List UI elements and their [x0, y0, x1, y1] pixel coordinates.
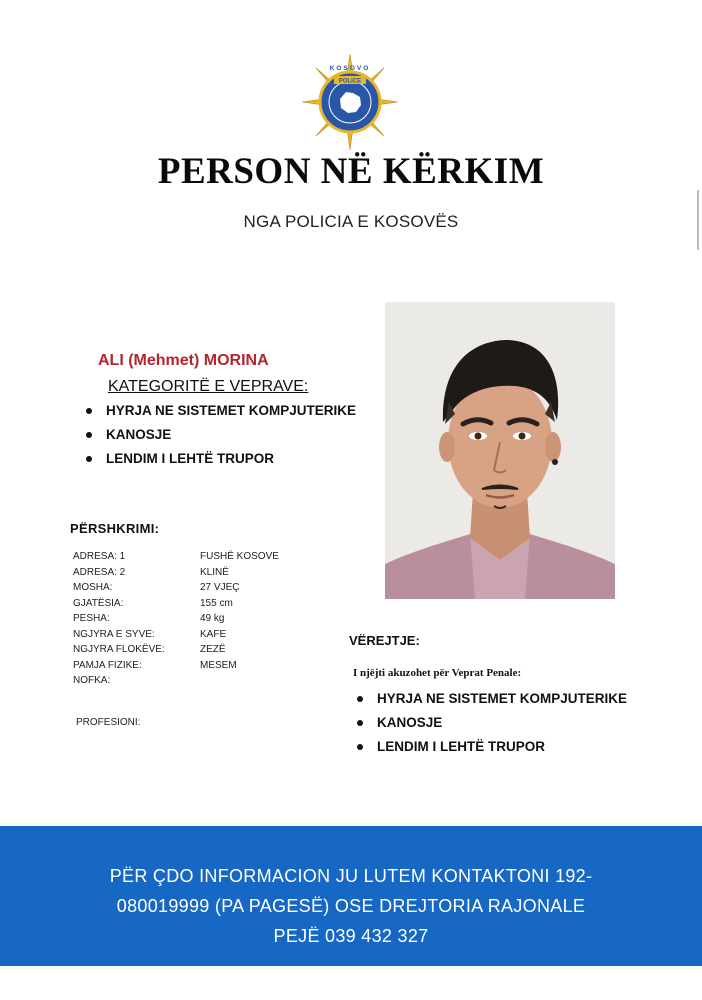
offense-category-item: LENDIM I LEHTË TRUPOR: [82, 449, 356, 473]
description-label: PESHA:: [73, 613, 110, 624]
profession-label: PROFESIONI:: [76, 717, 141, 728]
description-value: MESEM: [200, 659, 237, 671]
suspect-photo: [385, 302, 615, 599]
bottom-band: [0, 966, 702, 1000]
poster-subtitle: NGA POLICIA E KOSOVËS: [243, 212, 459, 231]
notes-offense-item: KANOSJE: [353, 713, 627, 737]
footer-line-1: PËR ÇDO INFORMACION JU LUTEM KONTAKTONI 192-: [109, 866, 593, 886]
description-value: 155 cm: [200, 597, 233, 609]
contact-footer-text: [70, 861, 632, 951]
description-label: ADRESA: 1: [73, 551, 126, 562]
description-value: ZEZË: [200, 644, 226, 655]
footer-line-3: PEJË 039 432 327: [273, 926, 429, 946]
svg-text:KOSOVO: KOSOVO: [329, 65, 371, 72]
description-label: NOFKA:: [73, 675, 111, 686]
description-value: KAFE: [200, 628, 227, 640]
description-value: 27 VJEÇ: [200, 582, 240, 593]
notes-charge-line: I njëjti akuzohet për Veprat Penale:: [353, 667, 522, 679]
scrollbar-indicator: [697, 190, 699, 250]
description-value: FUSHË KOSOVE: [200, 551, 279, 562]
top-band: [0, 0, 702, 42]
offense-category-item: HYRJA NE SISTEMET KOMPJUTERIKE: [82, 401, 356, 425]
description-label: ADRESA: 2: [73, 566, 126, 578]
notes-offenses-list: [353, 689, 627, 761]
footer-line-2: 080019999 (PA PAGESË) OSE DREJTORIA RAJONALE: [116, 896, 586, 916]
notes-offense-item: LENDIM I LEHTË TRUPOR: [353, 737, 627, 761]
description-label: NGJYRA E SYVE:: [73, 628, 155, 640]
description-heading: PËRSHKRIMI:: [70, 521, 160, 536]
offense-categories-list: [82, 401, 356, 473]
description-value: 49 kg: [200, 613, 225, 624]
offense-category-item: KANOSJE: [82, 425, 356, 449]
svg-text:POLICE: POLICE: [338, 78, 362, 85]
notes-offense-item: HYRJA NE SISTEMET KOMPJUTERIKE: [353, 689, 627, 713]
poster-title: PERSON NË KËRKIM: [157, 151, 545, 192]
description-value: KLINË: [200, 566, 229, 578]
offense-categories-heading: KATEGORITË E VEPRAVE:: [108, 378, 309, 395]
description-label: PAMJA FIZIKE:: [73, 659, 142, 671]
notes-heading: VËREJTJE:: [349, 633, 420, 648]
description-label: MOSHA:: [73, 582, 113, 593]
description-label: GJATËSIA:: [73, 597, 124, 609]
kosovo-police-badge-logo: [300, 52, 400, 152]
description-label: NGJYRA FLOKËVE:: [73, 644, 165, 655]
suspect-name: ALI (Mehmet) MORINA: [98, 352, 269, 369]
